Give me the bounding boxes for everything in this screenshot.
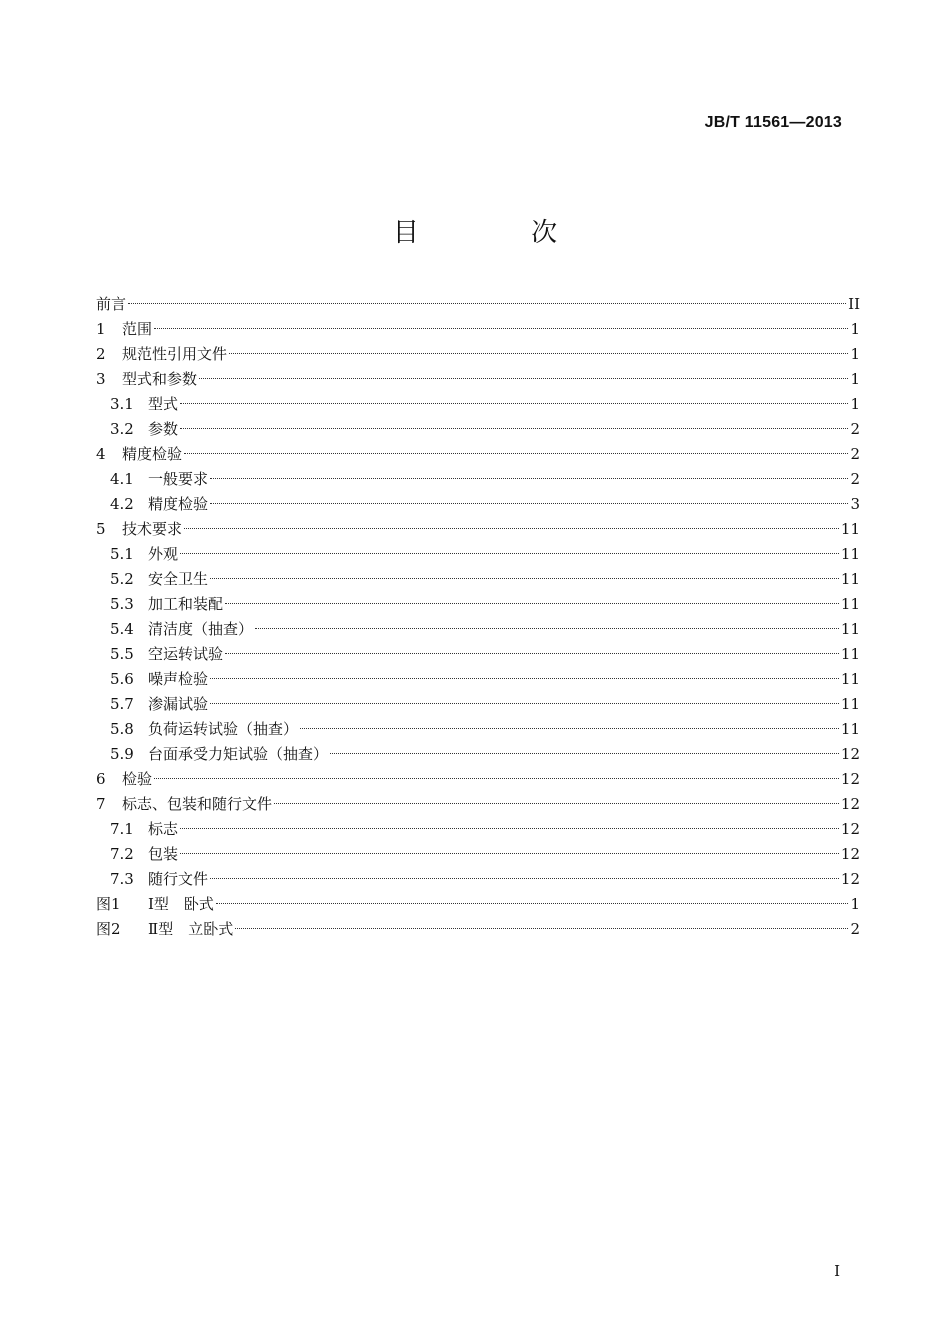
toc-entry-label: 台面承受力矩试验（抽查） bbox=[148, 745, 329, 763]
toc-entry-label: 标志 bbox=[148, 820, 179, 838]
toc-entry-page: 12 bbox=[840, 745, 860, 763]
toc-entry-number: 5 bbox=[96, 520, 106, 538]
toc-entry-number: 4.1 bbox=[110, 470, 134, 488]
toc-dot-leader bbox=[235, 928, 848, 929]
toc-dot-leader bbox=[229, 353, 848, 354]
toc-entry-number: 1 bbox=[96, 320, 106, 338]
toc-dot-leader bbox=[225, 603, 839, 604]
toc-entry-label: 型式 bbox=[148, 395, 179, 413]
toc-entry[interactable] bbox=[96, 917, 860, 942]
page-number: I bbox=[834, 1262, 840, 1280]
toc-entry-number: 5.1 bbox=[110, 545, 134, 563]
toc-entry-page: 2 bbox=[850, 420, 860, 438]
toc-entry-label: 包装 bbox=[148, 845, 179, 863]
toc-entry-number: 5.5 bbox=[110, 645, 134, 663]
toc-entry-label: Ⅱ型 立卧式 bbox=[148, 920, 234, 938]
toc-dot-leader bbox=[210, 478, 848, 479]
toc-dot-leader bbox=[128, 303, 846, 304]
toc-entry[interactable] bbox=[96, 392, 860, 417]
toc-entry[interactable] bbox=[96, 617, 860, 642]
toc-dot-leader bbox=[180, 553, 839, 554]
toc-entry-label: 规范性引用文件 bbox=[122, 345, 228, 363]
toc-entry-page: 11 bbox=[840, 695, 860, 713]
toc-entry-number: 7 bbox=[96, 795, 106, 813]
toc-entry[interactable] bbox=[96, 292, 860, 317]
toc-dot-leader bbox=[154, 778, 839, 779]
toc-entry[interactable] bbox=[96, 692, 860, 717]
toc-entry-number: 5.9 bbox=[110, 745, 134, 763]
toc-entry-page: 11 bbox=[840, 720, 860, 738]
toc-entry-number: 5.2 bbox=[110, 570, 134, 588]
toc-dot-leader bbox=[216, 903, 849, 904]
toc-entry-number: 5.3 bbox=[110, 595, 134, 613]
toc-dot-leader bbox=[180, 403, 848, 404]
toc-entry-label: 技术要求 bbox=[122, 520, 183, 538]
toc-entry-label: 型式和参数 bbox=[122, 370, 198, 388]
toc-dot-leader bbox=[210, 503, 848, 504]
toc-entry[interactable] bbox=[96, 442, 860, 467]
toc-dot-leader bbox=[255, 628, 839, 629]
toc-entry-label: 清洁度（抽查） bbox=[148, 620, 254, 638]
toc-entry-number: 5.4 bbox=[110, 620, 134, 638]
toc-entry[interactable] bbox=[96, 892, 860, 917]
toc-dot-leader bbox=[180, 828, 839, 829]
toc-dot-leader bbox=[180, 853, 839, 854]
toc-entry[interactable] bbox=[96, 592, 860, 617]
toc-entry-page: 3 bbox=[850, 495, 860, 513]
toc-entry-number: 3 bbox=[96, 370, 106, 388]
toc-dot-leader bbox=[199, 378, 848, 379]
standard-code: JB/T 11561—2013 bbox=[704, 114, 842, 131]
toc-entry-number: 5.7 bbox=[110, 695, 134, 713]
toc-entry-number: 图2 bbox=[96, 920, 121, 938]
toc-entry[interactable] bbox=[96, 317, 860, 342]
toc-entry-page: 1 bbox=[850, 370, 860, 388]
toc-dot-leader bbox=[300, 728, 839, 729]
toc-entry-page: II bbox=[848, 295, 860, 313]
toc-entry-label: 精度检验 bbox=[122, 445, 183, 463]
toc-entry-page: 12 bbox=[840, 820, 860, 838]
toc-entry-number: 7.2 bbox=[110, 845, 134, 863]
toc-entry[interactable] bbox=[96, 542, 860, 567]
toc-entry-label: Ⅰ型 卧式 bbox=[148, 895, 214, 913]
toc-entry-page: 2 bbox=[850, 920, 860, 938]
toc-dot-leader bbox=[225, 653, 839, 654]
toc-entry-page: 11 bbox=[840, 520, 860, 538]
toc-entry[interactable] bbox=[96, 792, 860, 817]
toc-entry-page: 12 bbox=[840, 870, 860, 888]
toc-entry[interactable] bbox=[96, 342, 860, 367]
toc-dot-leader bbox=[184, 453, 848, 454]
toc-dot-leader bbox=[274, 803, 839, 804]
toc-entry-page: 1 bbox=[850, 895, 860, 913]
toc-entry-number: 5.6 bbox=[110, 670, 134, 688]
toc-entry[interactable] bbox=[96, 642, 860, 667]
toc-entry-page: 11 bbox=[840, 620, 860, 638]
toc-entry[interactable] bbox=[96, 467, 860, 492]
toc-entry[interactable] bbox=[96, 742, 860, 767]
toc-entry[interactable] bbox=[96, 817, 860, 842]
toc-entry-page: 11 bbox=[840, 645, 860, 663]
toc-entry-number: 5.8 bbox=[110, 720, 134, 738]
toc-entry-page: 11 bbox=[840, 570, 860, 588]
toc-entry-label: 空运转试验 bbox=[148, 645, 224, 663]
toc-entry-number: 3.2 bbox=[110, 420, 134, 438]
toc-entry-page: 1 bbox=[850, 395, 860, 413]
toc-dot-leader bbox=[180, 428, 848, 429]
toc-entry-page: 2 bbox=[850, 445, 860, 463]
toc-dot-leader bbox=[330, 753, 839, 754]
toc-entry-page: 11 bbox=[840, 595, 860, 613]
toc-dot-leader bbox=[210, 678, 839, 679]
toc-entry-label: 检验 bbox=[122, 770, 153, 788]
toc-entry[interactable] bbox=[96, 417, 860, 442]
toc-entry-page: 2 bbox=[850, 470, 860, 488]
toc-entry-page: 12 bbox=[840, 770, 860, 788]
toc-entry-page: 1 bbox=[850, 320, 860, 338]
toc-entry[interactable] bbox=[96, 517, 860, 542]
toc-entry-number: 图1 bbox=[96, 895, 121, 913]
toc-entry[interactable] bbox=[96, 667, 860, 692]
toc-entry-number: 2 bbox=[96, 345, 106, 363]
toc-entry-label: 加工和装配 bbox=[148, 595, 224, 613]
toc-entry-number: 4 bbox=[96, 445, 106, 463]
toc-entry-page: 11 bbox=[840, 670, 860, 688]
page-title: 目 次 bbox=[392, 218, 610, 248]
toc-dot-leader bbox=[210, 578, 839, 579]
toc-entry[interactable] bbox=[96, 717, 860, 742]
toc-entry-label: 渗漏试验 bbox=[148, 695, 209, 713]
toc-entry-label: 前言 bbox=[96, 295, 127, 313]
toc-entry-label: 外观 bbox=[148, 545, 179, 563]
toc-entry-page: 1 bbox=[850, 345, 860, 363]
toc-entry-label: 一般要求 bbox=[148, 470, 209, 488]
toc-entry-page: 12 bbox=[840, 795, 860, 813]
toc-entry-number: 4.2 bbox=[110, 495, 134, 513]
toc-entry-label: 安全卫生 bbox=[148, 570, 209, 588]
toc-dot-leader bbox=[154, 328, 848, 329]
toc-entry-label: 噪声检验 bbox=[148, 670, 209, 688]
toc-entry-number: 3.1 bbox=[110, 395, 134, 413]
toc-dot-leader bbox=[210, 703, 839, 704]
toc-entry[interactable] bbox=[96, 842, 860, 867]
toc-entry-number: 6 bbox=[96, 770, 106, 788]
toc-entry[interactable] bbox=[96, 492, 860, 517]
toc-entry-label: 标志、包装和随行文件 bbox=[122, 795, 273, 813]
toc-dot-leader bbox=[184, 528, 839, 529]
toc-entry[interactable] bbox=[96, 367, 860, 392]
toc-entry-label: 负荷运转试验（抽查） bbox=[148, 720, 299, 738]
toc-entry[interactable] bbox=[96, 567, 860, 592]
toc-entry-number: 7.3 bbox=[110, 870, 134, 888]
toc-entry-number: 7.1 bbox=[110, 820, 134, 838]
table-of-contents bbox=[96, 292, 860, 942]
toc-entry-page: 11 bbox=[840, 545, 860, 563]
toc-dot-leader bbox=[210, 878, 839, 879]
toc-entry-label: 精度检验 bbox=[148, 495, 209, 513]
toc-entry-label: 参数 bbox=[148, 420, 179, 438]
toc-entry[interactable] bbox=[96, 767, 860, 792]
toc-entry-label: 范围 bbox=[122, 320, 153, 338]
toc-entry-label: 随行文件 bbox=[148, 870, 209, 888]
toc-entry-page: 12 bbox=[840, 845, 860, 863]
toc-entry[interactable] bbox=[96, 867, 860, 892]
